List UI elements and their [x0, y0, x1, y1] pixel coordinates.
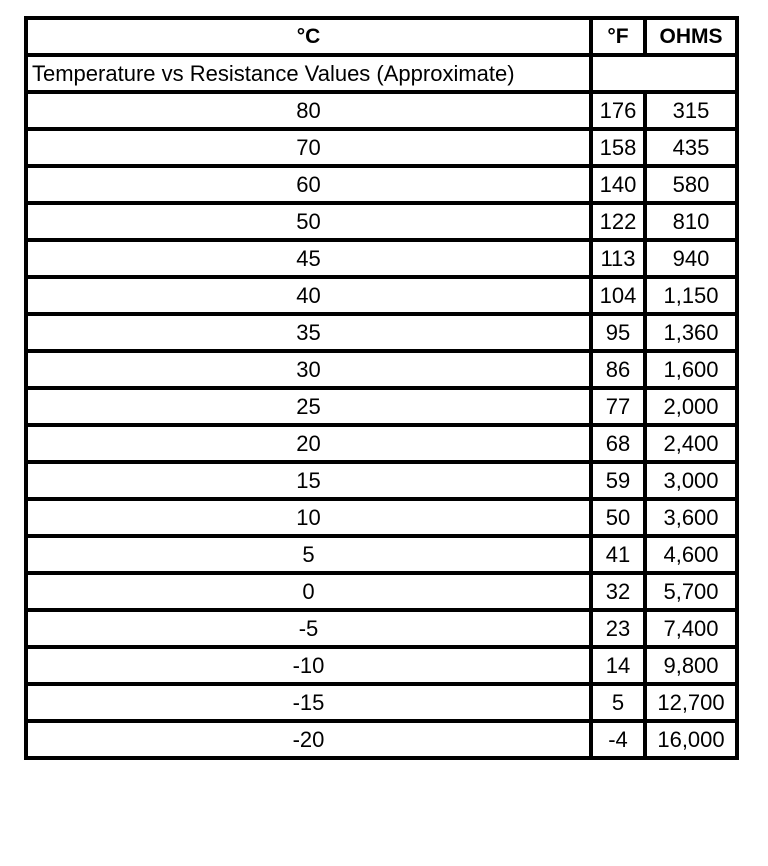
cell-fahrenheit: 68: [591, 425, 645, 462]
header-row: [26, 18, 737, 55]
table-caption: Temperature vs Resistance Values (Approximate): [26, 55, 591, 92]
cell-ohms: 3,000: [645, 462, 737, 499]
cell-fahrenheit: 32: [591, 573, 645, 610]
table-row: [26, 425, 737, 462]
cell-ohms: 5,700: [645, 573, 737, 610]
cell-celsius: 15: [26, 462, 591, 499]
table-row: [26, 573, 737, 610]
table-row: [26, 203, 737, 240]
cell-fahrenheit: 41: [591, 536, 645, 573]
cell-fahrenheit: 158: [591, 129, 645, 166]
cell-fahrenheit: 140: [591, 166, 645, 203]
cell-fahrenheit: 77: [591, 388, 645, 425]
cell-fahrenheit: 23: [591, 610, 645, 647]
table-row: [26, 536, 737, 573]
cell-ohms: 4,600: [645, 536, 737, 573]
header-fahrenheit: °F: [591, 18, 645, 55]
cell-celsius: 0: [26, 573, 591, 610]
cell-ohms: 1,150: [645, 277, 737, 314]
cell-fahrenheit: 50: [591, 499, 645, 536]
table-row: [26, 684, 737, 721]
cell-celsius: -5: [26, 610, 591, 647]
cell-ohms: 580: [645, 166, 737, 203]
cell-celsius: 35: [26, 314, 591, 351]
cell-celsius: 50: [26, 203, 591, 240]
cell-celsius: 80: [26, 92, 591, 129]
table-row: [26, 92, 737, 129]
cell-celsius: 40: [26, 277, 591, 314]
resistance-table: [24, 16, 739, 760]
table-row: [26, 277, 737, 314]
cell-ohms: 16,000: [645, 721, 737, 758]
cell-ohms: 435: [645, 129, 737, 166]
cell-ohms: 2,400: [645, 425, 737, 462]
table-row: [26, 240, 737, 277]
table-row: [26, 314, 737, 351]
header-ohms: OHMS: [645, 18, 737, 55]
cell-ohms: 9,800: [645, 647, 737, 684]
cell-fahrenheit: 5: [591, 684, 645, 721]
cell-fahrenheit: 59: [591, 462, 645, 499]
cell-ohms: 7,400: [645, 610, 737, 647]
table-row: [26, 166, 737, 203]
header-celsius: °C: [26, 18, 591, 55]
cell-celsius: 45: [26, 240, 591, 277]
cell-celsius: -15: [26, 684, 591, 721]
cell-fahrenheit: 122: [591, 203, 645, 240]
cell-celsius: 5: [26, 536, 591, 573]
caption-blank-cell: [591, 55, 737, 92]
cell-ohms: 12,700: [645, 684, 737, 721]
table-row: [26, 610, 737, 647]
cell-celsius: -10: [26, 647, 591, 684]
cell-fahrenheit: 113: [591, 240, 645, 277]
cell-celsius: 25: [26, 388, 591, 425]
cell-celsius: 60: [26, 166, 591, 203]
cell-ohms: 1,360: [645, 314, 737, 351]
cell-ohms: 940: [645, 240, 737, 277]
table-row: [26, 388, 737, 425]
caption-row: [26, 55, 737, 92]
cell-fahrenheit: 104: [591, 277, 645, 314]
cell-ohms: 315: [645, 92, 737, 129]
cell-ohms: 810: [645, 203, 737, 240]
cell-ohms: 2,000: [645, 388, 737, 425]
cell-celsius: 30: [26, 351, 591, 388]
cell-celsius: -20: [26, 721, 591, 758]
table-row: [26, 129, 737, 166]
table-row: [26, 721, 737, 758]
cell-fahrenheit: 95: [591, 314, 645, 351]
cell-celsius: 10: [26, 499, 591, 536]
cell-celsius: 70: [26, 129, 591, 166]
cell-fahrenheit: -4: [591, 721, 645, 758]
cell-fahrenheit: 86: [591, 351, 645, 388]
cell-ohms: 3,600: [645, 499, 737, 536]
cell-fahrenheit: 14: [591, 647, 645, 684]
table-row: [26, 351, 737, 388]
cell-ohms: 1,600: [645, 351, 737, 388]
table-row: [26, 499, 737, 536]
cell-celsius: 20: [26, 425, 591, 462]
cell-fahrenheit: 176: [591, 92, 645, 129]
table-row: [26, 462, 737, 499]
table-row: [26, 647, 737, 684]
